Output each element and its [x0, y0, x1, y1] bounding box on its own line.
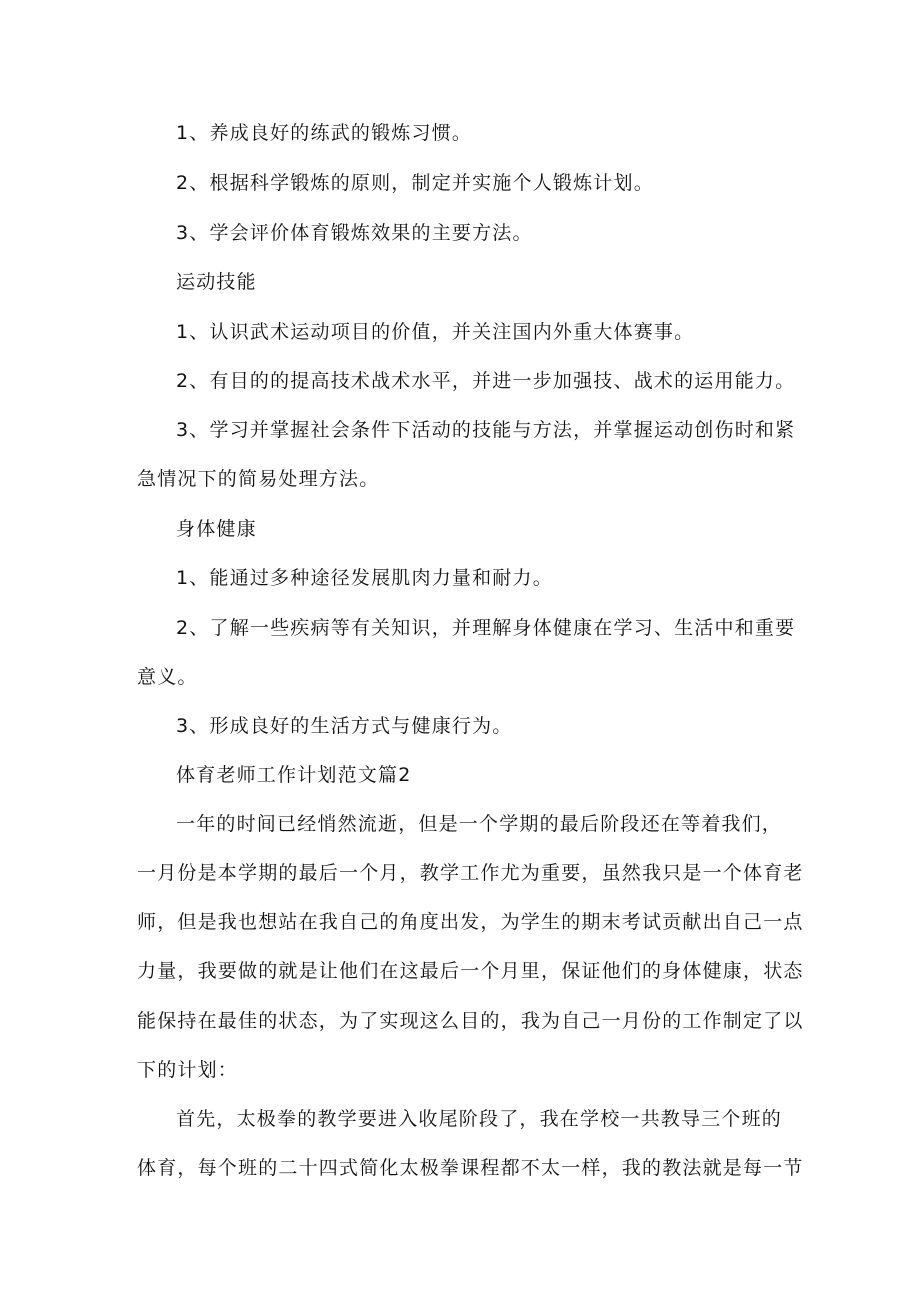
paragraph-line: 急情况下的简易处理方法。 — [137, 468, 380, 490]
paragraph-line: 体育，每个班的二十四式简化太极拳课程都不太一样，我的教法就是每一节 — [137, 1157, 804, 1179]
paragraph-line: 1、认识武术运动项目的价值，并关注国内外重大体赛事。 — [176, 321, 695, 343]
paragraph-line: 3、学会评价体育锻炼效果的主要方法。 — [176, 222, 533, 244]
paragraph-line: 一年的时间已经悄然流逝，但是一个学期的最后阶段还在等着我们， — [176, 813, 783, 835]
paragraph-line: 师，但是我也想站在我自己的角度出发，为学生的期末考试贡献出自己一点 — [137, 911, 804, 933]
paragraph-line: 2、了解一些疾病等有关知识，并理解身体健康在学习、生活中和重要 — [176, 617, 796, 639]
paragraph-line: 2、有目的的提高技术战术水平，并进一步加强技、战术的运用能力。 — [176, 370, 796, 392]
paragraph-line: 首先，太极拳的教学要进入收尾阶段了，我在学校一共教导三个班的 — [176, 1108, 783, 1130]
paragraph-line: 一月份是本学期的最后一个月，教学工作尤为重要，虽然我只是一个体育老 — [137, 862, 804, 884]
article-title: 体育老师工作计划范文篇2 — [176, 764, 412, 786]
section-heading: 身体健康 — [176, 518, 257, 540]
paragraph-line: 1、能通过多种途径发展肌肉力量和耐力。 — [176, 567, 553, 589]
paragraph-line: 下的计划： — [137, 1059, 239, 1081]
paragraph-line: 2、根据科学锻炼的原则，制定并实施个人锻炼计划。 — [176, 172, 654, 194]
paragraph-line: 力量，我要做的就是让他们在这最后一个月里，保证他们的身体健康，状态 — [137, 960, 804, 982]
section-heading: 运动技能 — [176, 271, 257, 293]
paragraph-line: 1、养成良好的练武的锻炼习惯。 — [176, 122, 473, 144]
paragraph-line: 3、学习并掌握社会条件下活动的技能与方法，并掌握运动创伤时和紧 — [176, 419, 796, 441]
paragraph-line: 意义。 — [137, 666, 198, 688]
paragraph-line: 能保持在最佳的状态，为了实现这么目的，我为自己一月份的工作制定了以 — [137, 1010, 804, 1032]
paragraph-line: 3、形成良好的生活方式与健康行为。 — [176, 715, 513, 737]
